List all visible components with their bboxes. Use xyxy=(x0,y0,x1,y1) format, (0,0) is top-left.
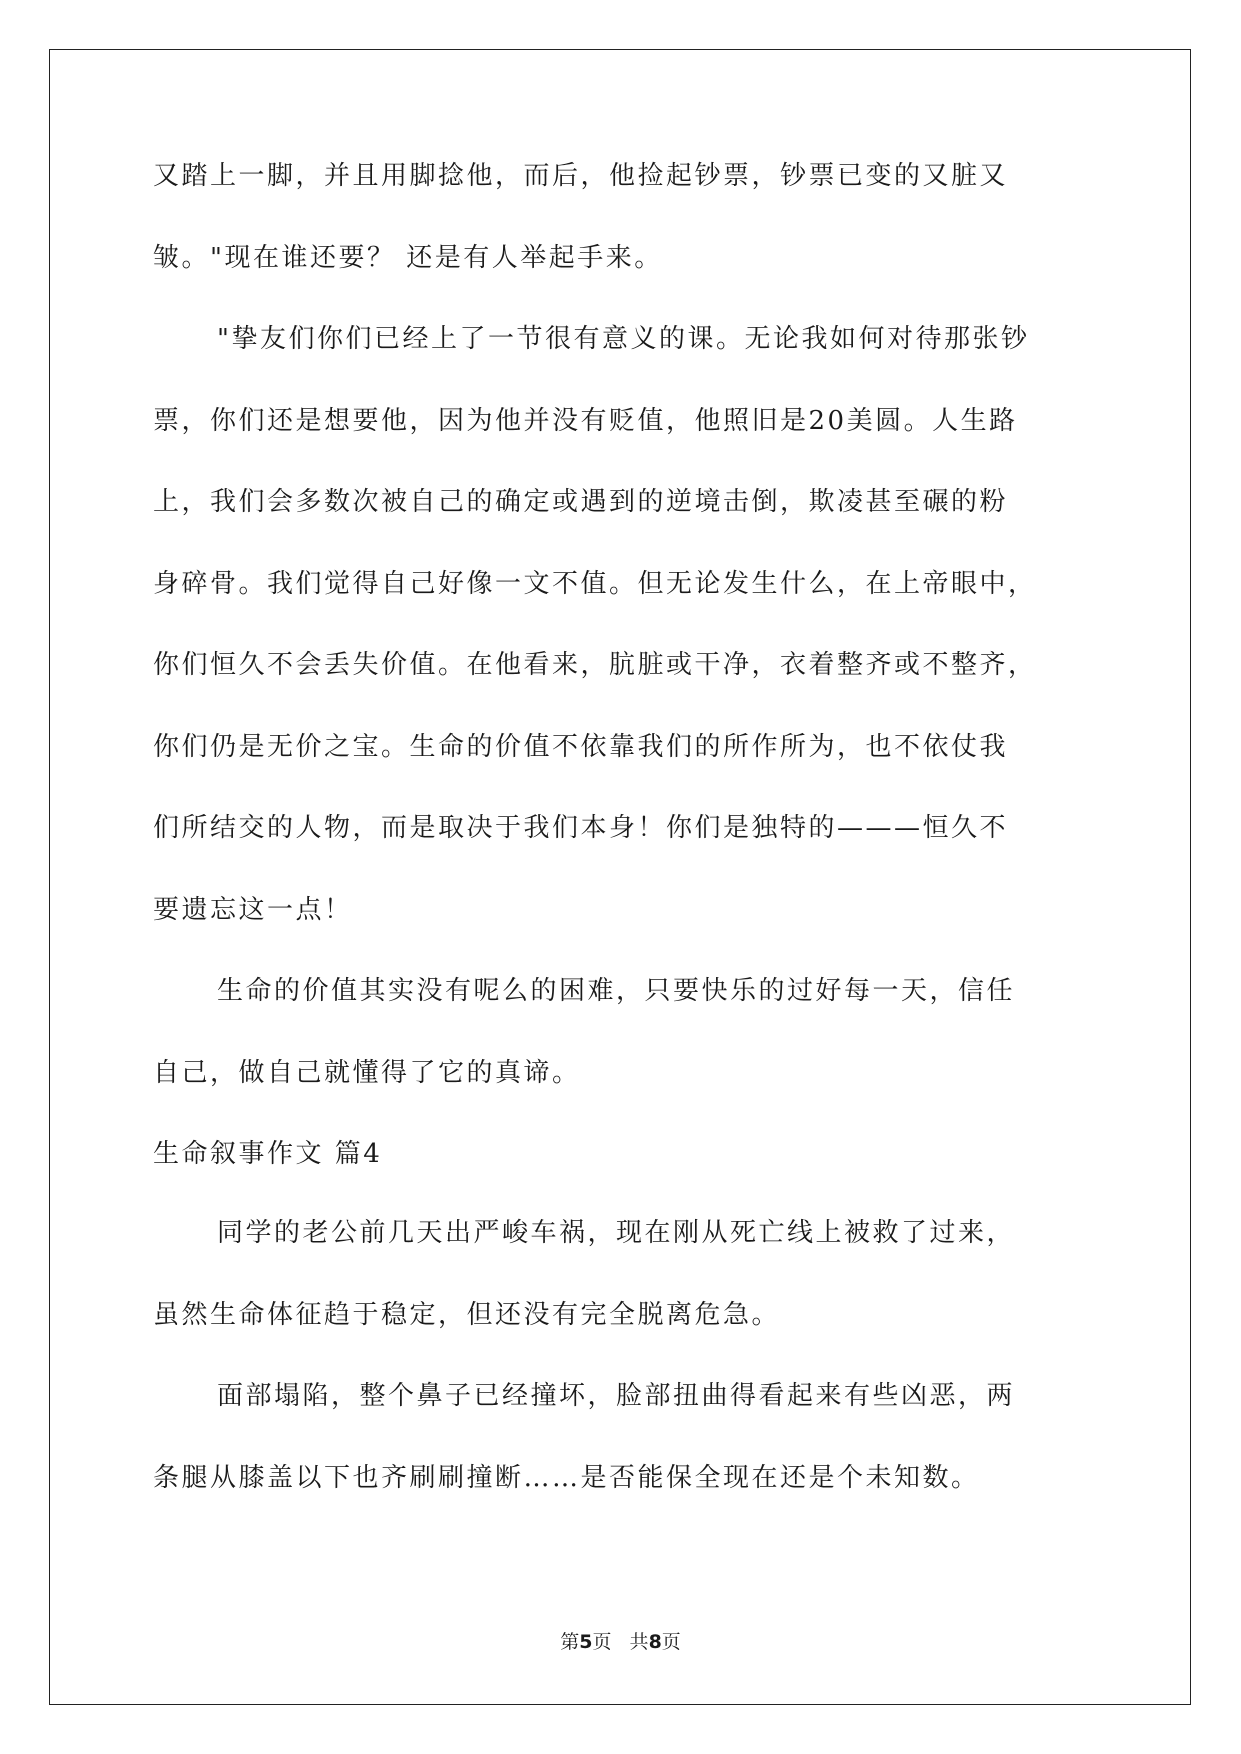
text-line: 你们仍是无价之宝。生命的价值不依靠我们的所作所为，也不依仗我 xyxy=(153,731,1009,762)
text-line: 同学的老公前几天出严峻车祸，现在刚从死亡线上被救了过来， xyxy=(217,1218,1016,1248)
paragraph xyxy=(153,161,1113,324)
page-footer xyxy=(0,1627,1241,1654)
text-line: 自己，做自己就懂得了它的真谛。 xyxy=(153,1057,581,1088)
text-line: 身碎骨。我们觉得自己好像一文不值。但无论发生什么，在上帝眼中， xyxy=(153,568,1037,599)
document-body xyxy=(153,161,1113,1544)
current-page-number: 5 xyxy=(579,1631,593,1653)
total-page-number: 8 xyxy=(648,1631,662,1653)
paragraph xyxy=(153,976,1113,1139)
text-line: 虽然生命体征趋于稳定，但还没有完全脱离危急。 xyxy=(153,1299,781,1330)
text-line: 又踏上一脚，并且用脚捻他，而后，他捡起钞票，钞票已变的又脏又 xyxy=(153,161,1009,191)
text-line: 条腿从膝盖以下也齐刷刷撞断……是否能保全现在还是个未知数。 xyxy=(153,1462,980,1493)
text-line: 皱。"现在谁还要？ 还是有人举起手来。 xyxy=(153,242,663,273)
footer-prefix: 第 xyxy=(560,1631,580,1653)
text-line: 面部塌陷，整个鼻子已经撞坏，脸部扭曲得看起来有些凶恶，两 xyxy=(217,1381,1016,1411)
paragraph xyxy=(153,324,1113,976)
text-line: 生命的价值其实没有呢么的困难，只要快乐的过好每一天，信任 xyxy=(217,976,1016,1006)
footer-suffix: 页 xyxy=(661,1631,681,1653)
paragraph xyxy=(153,1381,1113,1544)
text-line: 要遗忘这一点！ xyxy=(153,894,353,925)
text-line: "挚友们你们已经上了一节很有意义的课。无论我如何对待那张钞 xyxy=(217,324,1030,354)
text-line: 上，我们会多数次被自己的确定或遇到的逆境击倒，欺凌甚至碾的粉 xyxy=(153,487,1009,517)
text-line: 你们恒久不会丢失价值。在他看来，肮脏或干净，衣着整齐或不整齐， xyxy=(153,650,1037,680)
text-line: 票，你们还是想要他，因为他并没有贬值，他照旧是20美圆。人生路 xyxy=(153,405,1018,436)
footer-mid: 页 共 xyxy=(592,1631,649,1653)
section-heading: 生命叙事作文 篇4 xyxy=(153,1139,383,1169)
paragraph xyxy=(153,1218,1113,1381)
text-line: 们所结交的人物，而是取决于我们本身！你们是独特的———恒久不 xyxy=(153,813,1009,843)
